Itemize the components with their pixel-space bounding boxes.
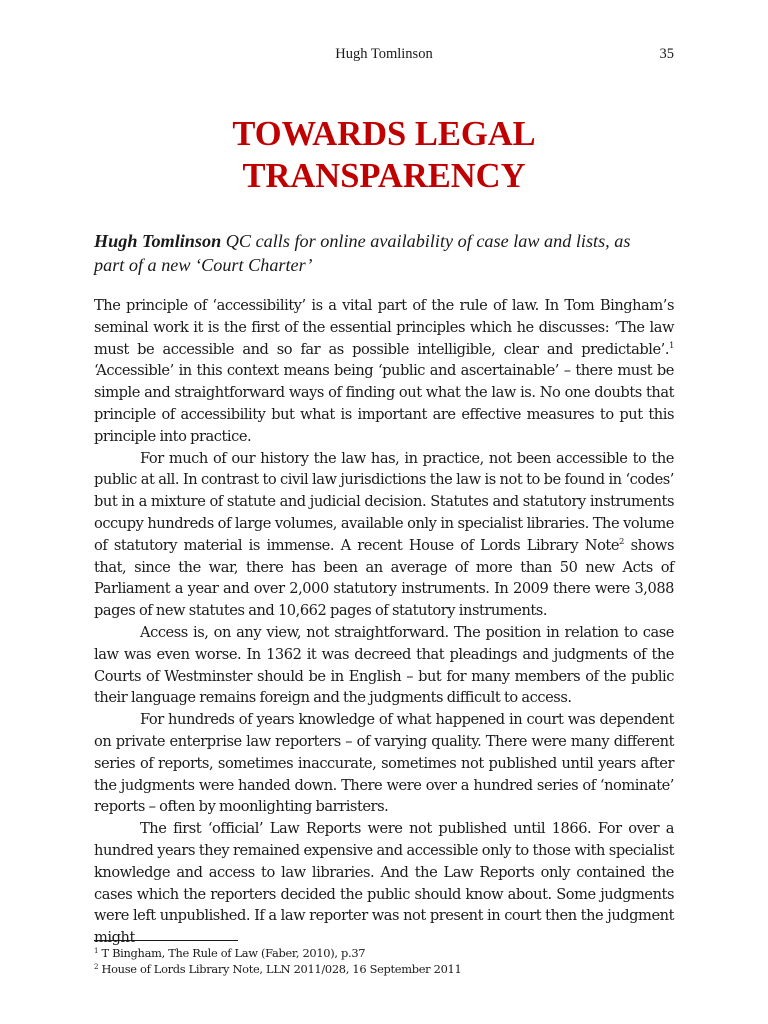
paragraph-2-part-b: shows that, since the war, there has been an average of more than 50 new Acts of Parliament a year and over 2,000 statutory instruments. In 2009 there were 3,088 pages of new statutes and 10,662 pages of statutory instruments. bbox=[94, 536, 674, 620]
footnote-1-mark: 1 bbox=[94, 947, 99, 955]
paragraph-1 bbox=[94, 295, 674, 448]
footnote-1-text: T Bingham, The Rule of Law (Faber, 2010), p.37 bbox=[98, 946, 366, 960]
paragraph-3: Access is, on any view, not straightforward. The position in relation to case law was even worse. In 1362 it was decreed that pleadings and judgments of the Courts of Westminster should be in English – but for many members of the public their language remains foreign and the judgments difficult to access. bbox=[94, 623, 674, 707]
article-body bbox=[94, 295, 674, 949]
standfirst-text: QC calls for online availability of case law and lists, as part of a new ‘Court Charter’ bbox=[94, 231, 631, 275]
paragraph-2-part-a: For much of our history the law has, in practice, not been accessible to the public at all. In contrast to civil law jurisdictions the law is not to be found in ‘codes’ but in a mixture of statute and judicial decision. Statutes and statutory instruments occupy hundreds of large volumes, available only in specialist libraries. The volume of statutory material is immense. A recent House of Lords Library Note bbox=[94, 449, 674, 554]
page-number: 35 bbox=[659, 46, 674, 62]
footnote-2-mark: 2 bbox=[94, 962, 99, 971]
footnote-ref-1[interactable]: 1 bbox=[669, 340, 674, 351]
paragraph-1-part-b: ‘Accessible’ in this context means being ‘public and ascertainable’ – there must be simple and straightforward ways of finding out what the law is. No one doubts that principle of accessibility but what is important are effective measures to put this principle into practice. bbox=[94, 362, 674, 445]
article-title bbox=[0, 113, 768, 197]
footnotes bbox=[94, 946, 674, 977]
paragraph-1-part-a: The principle of ‘accessibility’ is a vital part of the rule of law. In Tom Bingham’s seminal work it is the first of the essential principles which he discusses: ‘The law must be accessible and so far as possible intelligible, clear and predictable’. bbox=[94, 297, 674, 358]
paragraph-2 bbox=[94, 448, 674, 622]
standfirst bbox=[94, 229, 654, 277]
paragraph-4: For hundreds of years knowledge of what happened in court was dependent on private enterprise law reporters – of varying quality. There were many different series of reports, sometimes inaccurate, sometimes not published until years after the judgments were handed down. There were over a hundred series of ‘nominate’ reports – often by moonlighting barristers. bbox=[94, 711, 674, 816]
footnote-2-text: House of Lords Library Note, LLN 2011/028, 16 September 2011 bbox=[98, 961, 462, 976]
running-header-author: Hugh Tomlinson bbox=[335, 46, 433, 62]
standfirst-author: Hugh Tomlinson bbox=[94, 231, 222, 251]
footnote-2 bbox=[94, 962, 674, 978]
footnote-ref-2[interactable]: 2 bbox=[619, 536, 624, 547]
paragraph-5: The first ‘official’ Law Reports were not published until 1866. For over a hundred years they remained expensive and accessible only to those with specialist knowledge and access to law libraries. And the Law Reports only contained the cases which the reporters decided the public should know about. Some judgments were left unpublished. If a law reporter was not present in court then the judgment might bbox=[94, 820, 674, 947]
footnote-divider bbox=[94, 940, 238, 941]
footnote-1 bbox=[94, 946, 674, 962]
article-title-line-1: TOWARDS LEGAL bbox=[232, 115, 536, 153]
article-title-line-2: TRANSPARENCY bbox=[242, 157, 526, 195]
